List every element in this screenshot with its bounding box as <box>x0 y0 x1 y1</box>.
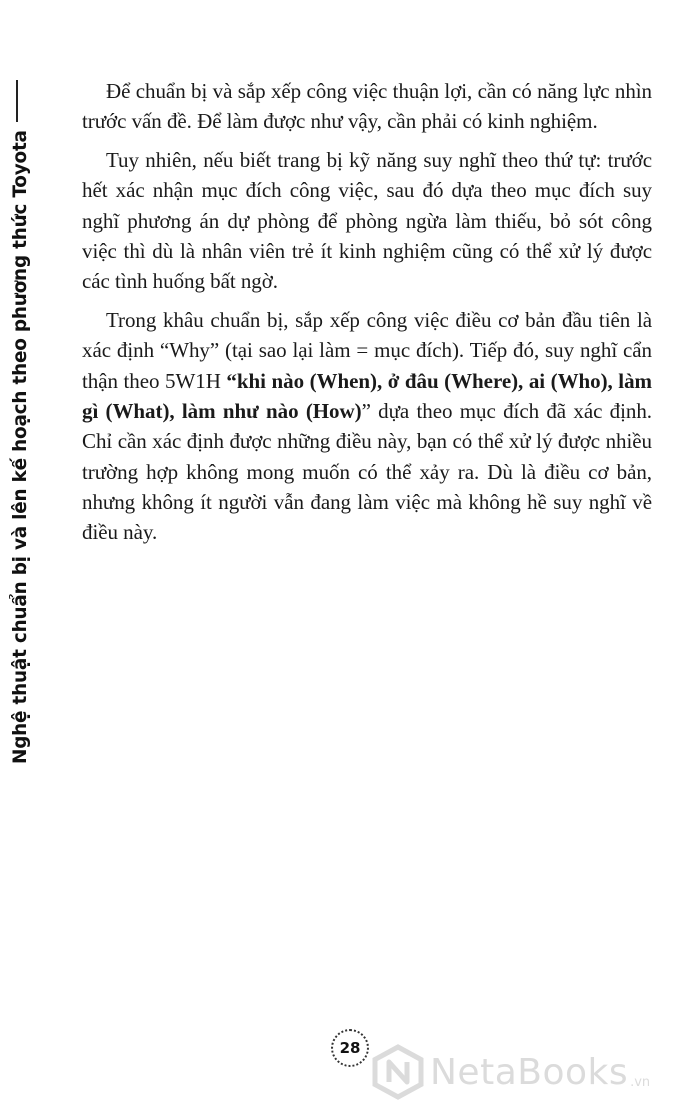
sidebar-rule <box>16 80 18 122</box>
page-body <box>82 76 652 556</box>
paragraph-1: Để chuẩn bị và sắp xếp công việc thuận lợi, cần có năng lực nhìn trước vấn đề. Để làm được như vậy, cần phải có kinh nghiệm. <box>82 79 652 134</box>
paragraph-2: Tuy nhiên, nếu biết trang bị kỹ năng suy nghĩ theo thứ tự: trước hết xác nhận mục đích công việc, sau đó dựa theo mục đích suy nghĩ phương án dự phòng để phòng ngừa làm thiếu, bỏ sót công việc thì dù là nhân viên trẻ ít kinh nghiệm cũng có thể xử lý được các tình huống bất ngờ. <box>82 148 652 294</box>
paragraph-3-bold: “khi nào (When), ở đâu (Where), ai (Who), làm gì (What), làm như nào (How) <box>82 368 652 423</box>
watermark <box>370 1044 650 1100</box>
paragraph-3-part-1: Trong khâu chuẩn bị, sắp xếp công việc điều cơ bản đầu tiên là xác định “Why” (tại sao lại làm = mục đích). Tiếp đó, suy nghĩ cẩn thận theo 5W1H <box>82 308 652 393</box>
page-number: 28 <box>331 1029 369 1067</box>
paragraph-3-part-2: ” dựa theo mục đích đã xác định. Chỉ cần xác định được những điều này, bạn có thể xử lý được nhiều trường hợp không mong muốn có thể xảy ra. Dù là điều cơ bản, nhưng không ít người vẫn đang làm việc mà không hề suy nghĩ về điều này. <box>82 398 652 545</box>
netabooks-logo-icon <box>370 1044 426 1100</box>
watermark-brand: NetaBooks <box>430 1051 629 1093</box>
watermark-suffix: .vn <box>630 1075 651 1090</box>
sidebar-book-title: Nghệ thuật chuẩn bị và lên kế hoạch theo phương thức Toyota <box>10 130 31 764</box>
paragraph-3 <box>82 305 652 547</box>
